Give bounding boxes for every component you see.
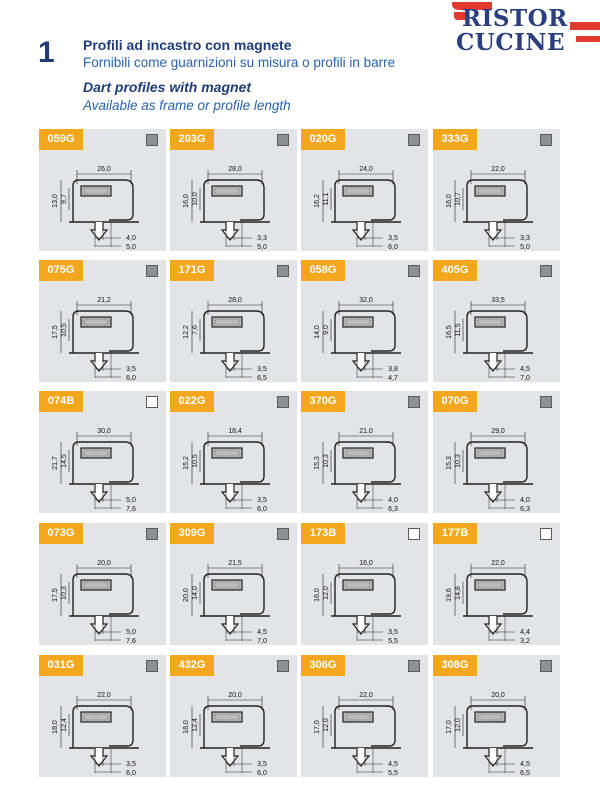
color-swatch-icon xyxy=(408,134,420,146)
profile-code-label: 177B xyxy=(433,523,477,544)
profile-cross-section-drawing xyxy=(433,281,560,382)
dimension-label: 16,0 xyxy=(314,588,321,602)
profile-cross-section-drawing xyxy=(39,150,166,251)
dimension-label: 15,3 xyxy=(314,456,321,470)
dimension-label: 13,0 xyxy=(52,194,59,208)
color-swatch-icon xyxy=(277,396,289,408)
profile-card[interactable] xyxy=(170,523,297,645)
profile-cross-section-drawing xyxy=(170,412,297,513)
title-english: Dart profiles with magnet xyxy=(83,79,252,95)
color-swatch-icon xyxy=(540,396,552,408)
dimension-label: 7,0 xyxy=(257,638,267,645)
dimension-label: 17,5 xyxy=(52,588,59,602)
dimension-label: 16,0 xyxy=(359,560,373,567)
profile-card[interactable] xyxy=(170,655,297,777)
dimension-label: 15,3 xyxy=(446,456,453,470)
profile-cross-section-drawing xyxy=(301,412,428,513)
profile-cross-section-drawing xyxy=(170,281,297,382)
dimension-label: 21,2 xyxy=(97,297,111,304)
dimension-label: 3,3 xyxy=(520,235,530,242)
dimension-label: 3,5 xyxy=(126,761,136,768)
profile-code-label: 070G xyxy=(433,391,477,412)
profile-code-label: 073G xyxy=(39,523,83,544)
dimension-label: 22,0 xyxy=(491,166,505,173)
dimension-label: 6,0 xyxy=(126,770,136,777)
profile-code-label: 306G xyxy=(301,655,345,676)
profile-card[interactable] xyxy=(301,260,428,382)
dimension-label: 17,0 xyxy=(446,720,453,734)
color-swatch-icon xyxy=(146,265,158,277)
profile-card[interactable] xyxy=(433,260,560,382)
profile-grid xyxy=(39,129,560,779)
dimension-label: 10,7 xyxy=(455,192,462,206)
dimension-label: 5,0 xyxy=(126,244,136,251)
title-italian: Profili ad incastro con magnete xyxy=(83,37,292,53)
dimension-label: 3,5 xyxy=(257,761,267,768)
dimension-label: 16,5 xyxy=(446,325,453,339)
dimension-label: 7,0 xyxy=(520,375,530,382)
subtitle-english: Available as frame or profile length xyxy=(83,98,291,113)
dimension-label: 18,4 xyxy=(228,428,242,435)
profile-card[interactable] xyxy=(301,655,428,777)
profile-code-label: 370G xyxy=(301,391,345,412)
color-swatch-icon xyxy=(277,528,289,540)
color-swatch-icon xyxy=(540,265,552,277)
profile-code-label: 432G xyxy=(170,655,214,676)
dimension-label: 22,0 xyxy=(97,692,111,699)
dimension-label: 10,5 xyxy=(61,323,68,337)
color-swatch-icon xyxy=(146,134,158,146)
dimension-label: 20,0 xyxy=(97,560,111,567)
dimension-label: 26,0 xyxy=(97,166,111,173)
dimension-label: 12,4 xyxy=(61,718,68,732)
profile-code-label: 405G xyxy=(433,260,477,281)
profile-code-label: 074B xyxy=(39,391,83,412)
dimension-label: 10,3 xyxy=(323,454,330,468)
profile-card[interactable] xyxy=(433,655,560,777)
dimension-label: 5,0 xyxy=(520,244,530,251)
dimension-label: 6,5 xyxy=(257,375,267,382)
dimension-label: 12,0 xyxy=(455,718,462,732)
dimension-label: 4,0 xyxy=(126,235,136,242)
color-swatch-icon xyxy=(408,396,420,408)
dimension-label: 16,2 xyxy=(314,194,321,208)
dimension-label: 6,5 xyxy=(520,770,530,777)
dimension-label: 6,0 xyxy=(257,506,267,513)
dimension-label: 12,0 xyxy=(323,586,330,600)
profile-cross-section-drawing xyxy=(433,676,560,777)
profile-cross-section-drawing xyxy=(39,412,166,513)
dimension-label: 11,1 xyxy=(323,192,330,206)
dimension-label: 7,6 xyxy=(126,638,136,645)
color-swatch-icon xyxy=(408,528,420,540)
profile-card[interactable] xyxy=(433,523,560,645)
color-swatch-icon xyxy=(540,660,552,672)
dimension-label: 4,4 xyxy=(520,629,530,636)
dimension-label: 28,0 xyxy=(228,297,242,304)
dimension-label: 10,3 xyxy=(455,454,462,468)
dimension-label: 4,0 xyxy=(520,497,530,504)
dimension-label: 12,4 xyxy=(192,718,199,732)
dimension-label: 6,0 xyxy=(257,770,267,777)
profile-code-label: 173B xyxy=(301,523,345,544)
profile-cross-section-drawing xyxy=(170,150,297,251)
brand-logo xyxy=(452,0,600,60)
profile-code-label: 022G xyxy=(170,391,214,412)
profile-cross-section-drawing xyxy=(433,412,560,513)
dimension-label: 33,5 xyxy=(491,297,505,304)
color-swatch-icon xyxy=(146,396,158,408)
profile-cross-section-drawing xyxy=(433,150,560,251)
color-swatch-icon xyxy=(540,528,552,540)
profile-code-label: 058G xyxy=(301,260,345,281)
dimension-label: 10,0 xyxy=(192,192,199,206)
profile-card[interactable] xyxy=(170,391,297,513)
profile-card[interactable] xyxy=(433,129,560,251)
dimension-label: 5,5 xyxy=(388,638,398,645)
dimension-label: 3,2 xyxy=(520,638,530,645)
dimension-label: 18,0 xyxy=(52,720,59,734)
dimension-label: 17,0 xyxy=(314,720,321,734)
dimension-label: 6,0 xyxy=(388,244,398,251)
dimension-label: 14,0 xyxy=(192,586,199,600)
profile-cross-section-drawing xyxy=(170,544,297,645)
dimension-label: 21,5 xyxy=(228,560,242,567)
dimension-label: 4,5 xyxy=(520,761,530,768)
dimension-label: 21,7 xyxy=(52,456,59,470)
dimension-label: 4,7 xyxy=(388,375,398,382)
profile-cross-section-drawing xyxy=(39,676,166,777)
profile-code-label: 031G xyxy=(39,655,83,676)
dimension-label: 24,0 xyxy=(359,166,373,173)
dimension-label: 7,6 xyxy=(126,506,136,513)
dimension-label: 5,0 xyxy=(257,244,267,251)
profile-cross-section-drawing xyxy=(301,150,428,251)
profile-cross-section-drawing xyxy=(301,544,428,645)
dimension-label: 6,3 xyxy=(388,506,398,513)
profile-card[interactable] xyxy=(39,129,166,251)
dimension-label: 29,0 xyxy=(491,428,505,435)
section-number: 1 xyxy=(38,36,55,69)
dimension-label: 10,5 xyxy=(192,454,199,468)
profile-cross-section-drawing xyxy=(170,676,297,777)
profile-card[interactable] xyxy=(39,260,166,382)
dimension-label: 15,2 xyxy=(183,456,190,470)
dimension-label: 16,0 xyxy=(446,194,453,208)
profile-code-label: 020G xyxy=(301,129,345,150)
profile-card[interactable] xyxy=(301,523,428,645)
profile-card[interactable] xyxy=(39,391,166,513)
dimension-label: 5,0 xyxy=(126,497,136,504)
profile-cross-section-drawing xyxy=(301,676,428,777)
color-swatch-icon xyxy=(146,660,158,672)
dimension-label: 20,0 xyxy=(491,692,505,699)
dimension-label: 14,8 xyxy=(455,586,462,600)
dimension-label: 14,5 xyxy=(61,454,68,468)
dimension-label: 22,0 xyxy=(359,692,373,699)
dimension-label: 20,0 xyxy=(183,588,190,602)
dimension-label: 18,0 xyxy=(183,720,190,734)
profile-card[interactable] xyxy=(39,655,166,777)
dimension-label: 3,5 xyxy=(257,366,267,373)
profile-card[interactable] xyxy=(39,523,166,645)
logo-word-2: CUCINE xyxy=(456,29,565,56)
dimension-label: 21,0 xyxy=(359,428,373,435)
profile-code-label: 171G xyxy=(170,260,214,281)
dimension-label: 12,2 xyxy=(183,325,190,339)
dimension-label: 7,6 xyxy=(192,325,199,335)
profile-code-label: 333G xyxy=(433,129,477,150)
color-swatch-icon xyxy=(146,528,158,540)
profile-cross-section-drawing xyxy=(301,281,428,382)
profile-code-label: 308G xyxy=(433,655,477,676)
dimension-label: 3,3 xyxy=(257,235,267,242)
profile-code-label: 075G xyxy=(39,260,83,281)
dimension-label: 5,5 xyxy=(388,770,398,777)
dimension-label: 4,5 xyxy=(388,761,398,768)
dimension-label: 3,5 xyxy=(257,497,267,504)
dimension-label: 3,5 xyxy=(388,235,398,242)
profile-cross-section-drawing xyxy=(433,544,560,645)
profile-code-label: 203G xyxy=(170,129,214,150)
profile-card[interactable] xyxy=(301,391,428,513)
dimension-label: 5,0 xyxy=(126,629,136,636)
dimension-label: 9,7 xyxy=(61,194,68,204)
profile-card[interactable] xyxy=(301,129,428,251)
dimension-label: 30,0 xyxy=(97,428,111,435)
profile-cross-section-drawing xyxy=(39,281,166,382)
dimension-label: 32,0 xyxy=(359,297,373,304)
dimension-label: 10,3 xyxy=(61,586,68,600)
dimension-label: 3,8 xyxy=(388,366,398,373)
dimension-label: 4,5 xyxy=(257,629,267,636)
profile-card[interactable] xyxy=(433,391,560,513)
dimension-label: 6,3 xyxy=(520,506,530,513)
color-swatch-icon xyxy=(408,660,420,672)
profile-code-label: 059G xyxy=(39,129,83,150)
dimension-label: 11,5 xyxy=(455,323,462,337)
dimension-label: 9,0 xyxy=(323,325,330,335)
dimension-label: 28,0 xyxy=(228,166,242,173)
dimension-label: 4,5 xyxy=(520,366,530,373)
profile-code-label: 309G xyxy=(170,523,214,544)
dimension-label: 20,0 xyxy=(228,692,242,699)
dimension-label: 22,0 xyxy=(491,560,505,567)
dimension-label: 16,0 xyxy=(183,194,190,208)
dimension-label: 3,5 xyxy=(126,366,136,373)
dimension-label: 12,0 xyxy=(323,718,330,732)
profile-card[interactable] xyxy=(170,260,297,382)
profile-card[interactable] xyxy=(170,129,297,251)
logo-word-1: RISTOR xyxy=(462,5,568,32)
color-swatch-icon xyxy=(277,660,289,672)
color-swatch-icon xyxy=(277,134,289,146)
header-titles xyxy=(83,36,395,115)
dimension-label: 17,5 xyxy=(52,325,59,339)
dimension-label: 4,0 xyxy=(388,497,398,504)
dimension-label: 14,0 xyxy=(314,325,321,339)
color-swatch-icon xyxy=(540,134,552,146)
subtitle-italian: Fornibili come guarnizioni su misura o profili in barre xyxy=(83,55,396,70)
dimension-label: 3,5 xyxy=(388,629,398,636)
dimension-label: 19,6 xyxy=(446,588,453,602)
dimension-label: 6,0 xyxy=(126,375,136,382)
color-swatch-icon xyxy=(277,265,289,277)
color-swatch-icon xyxy=(408,265,420,277)
profile-cross-section-drawing xyxy=(39,544,166,645)
